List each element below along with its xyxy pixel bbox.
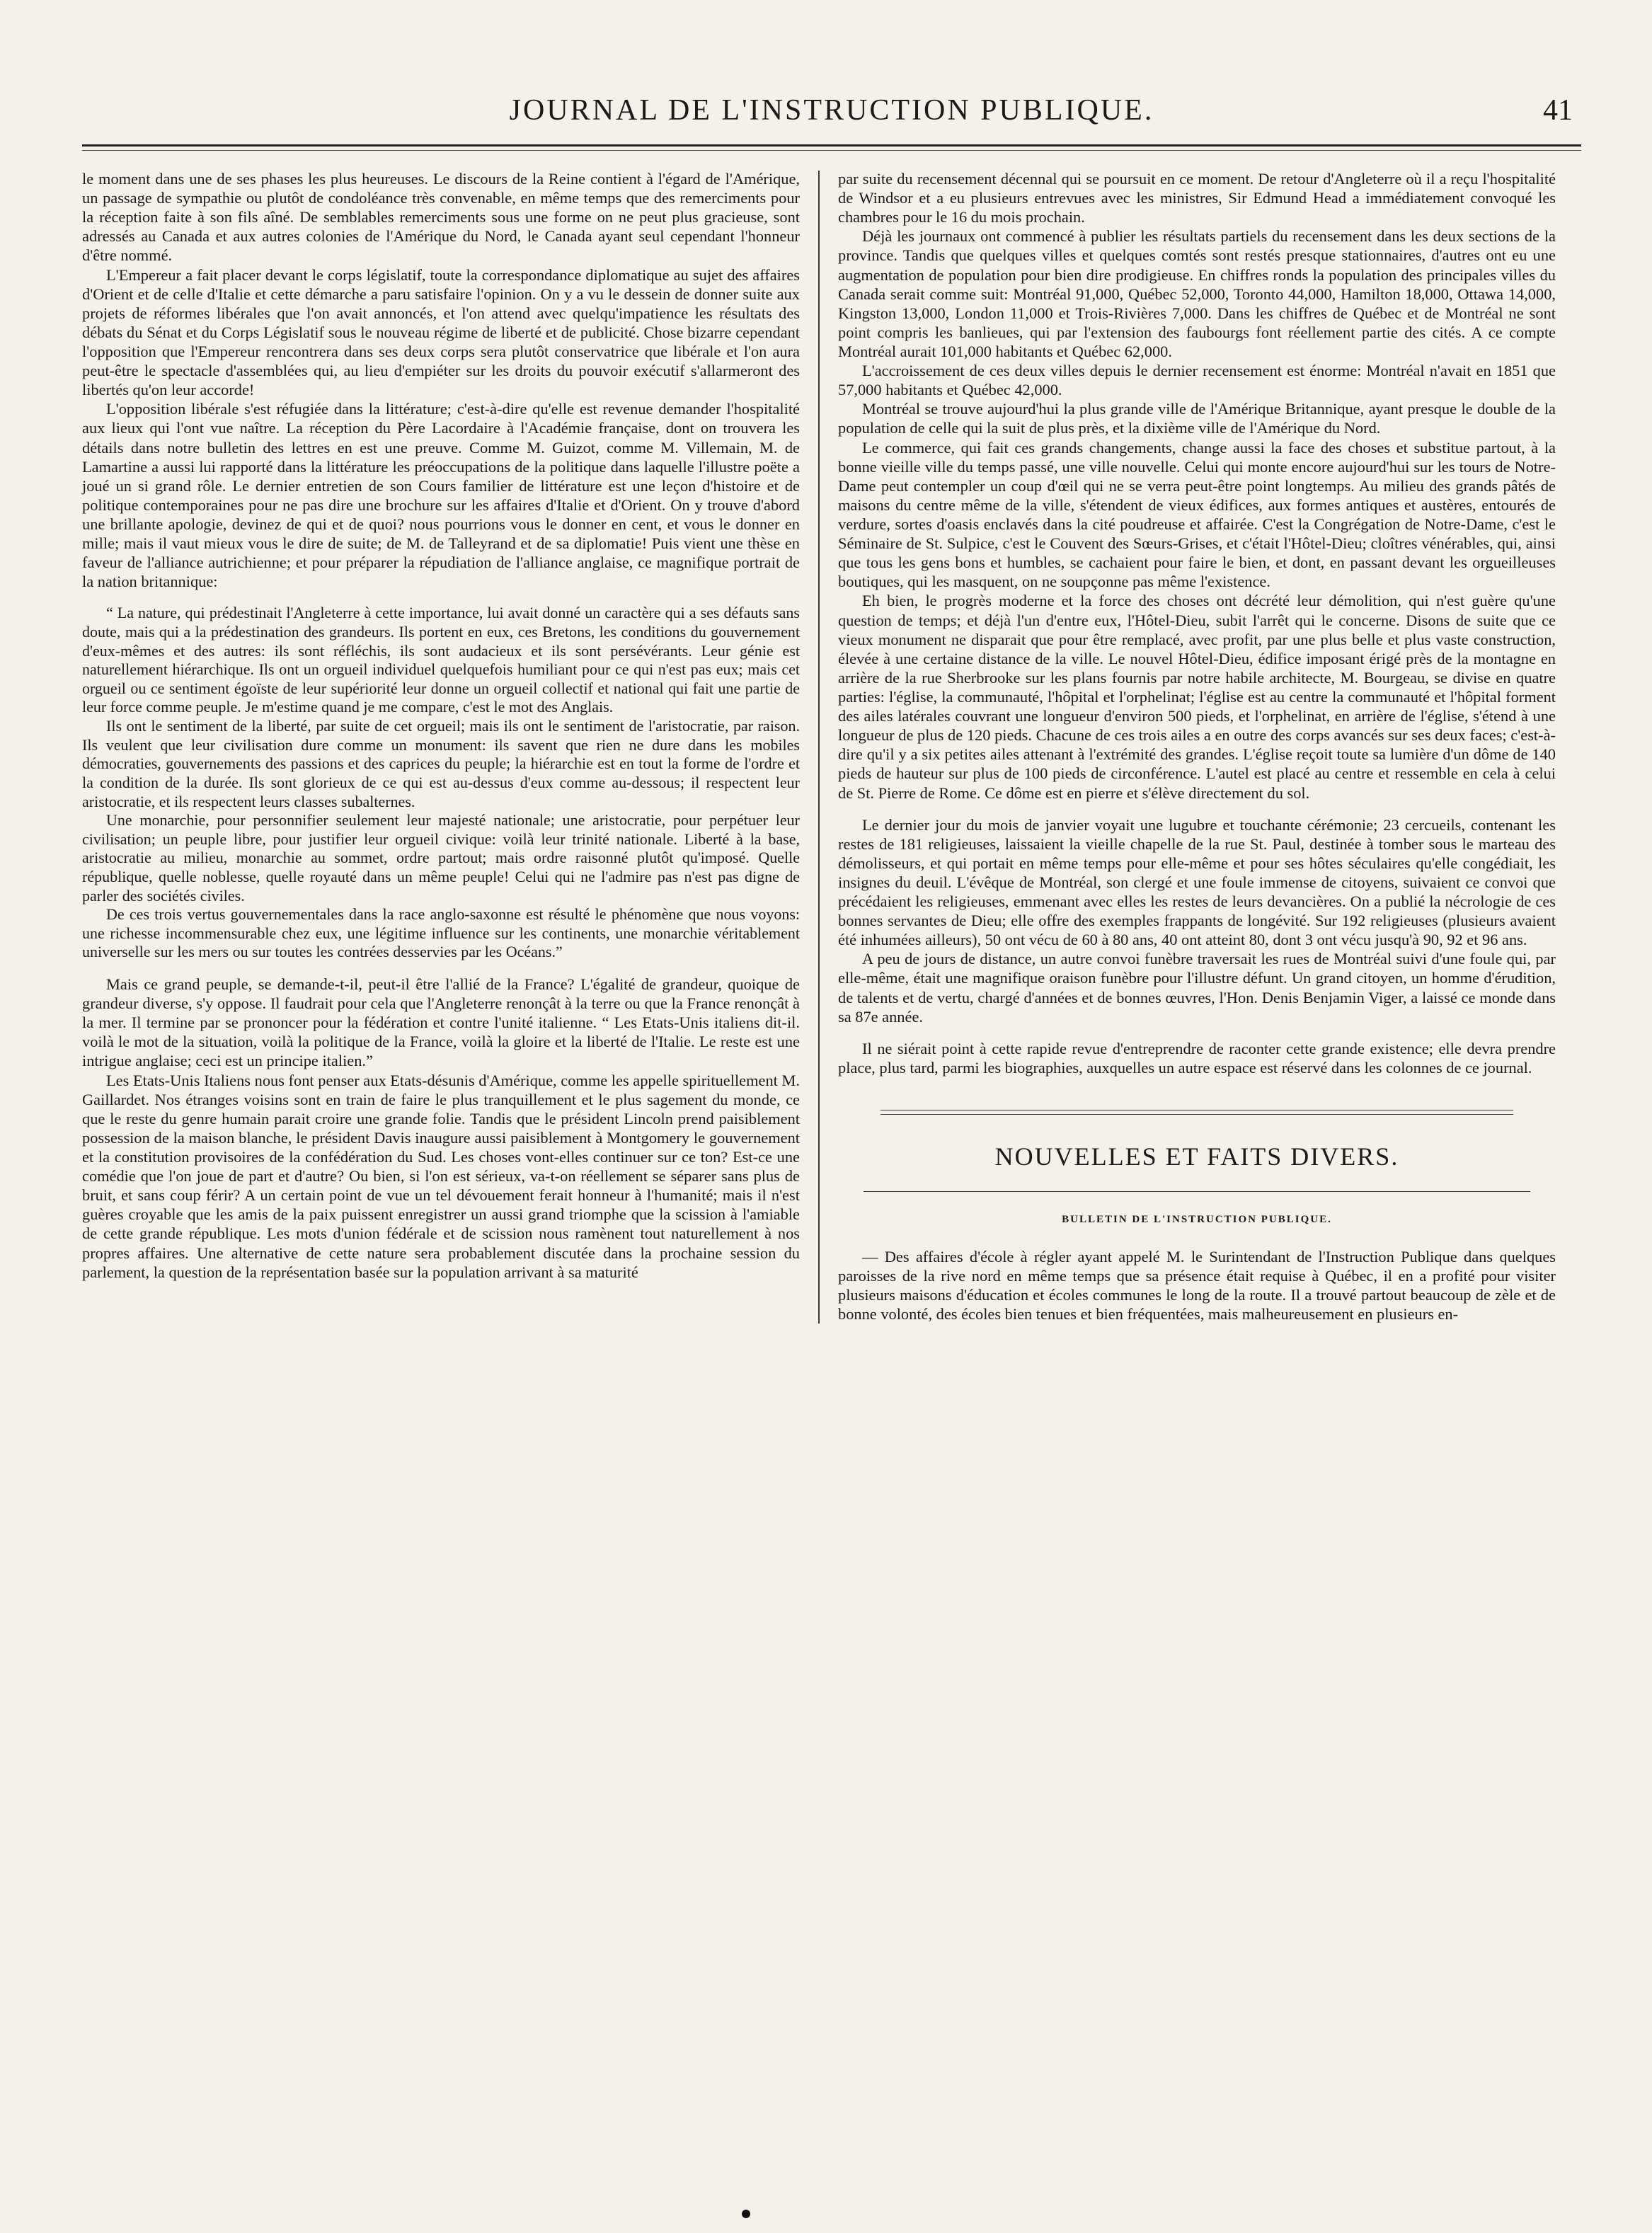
quote-paragraph: Ils ont le sentiment de la liberté, par suite de cet orgueil; mais ils ont le sentiment de l'aristocratie, par raison. Ils veulent que leur civilisation dure comme un monument: ils savent que rien ne dure dans les mobiles démocraties, gouvernements des passions et des caprices du peuple; la hiérarchie est en tout la forme de l'ordre et la condition de la durée. Ils sont glorieux de ce qui est au-dessus d'eux comme au-dessous; il respectent leur aristocratie, et ils respectent leurs classes subalternes.	[82, 717, 800, 810]
left-column	[82, 169, 818, 1324]
lamartine-quote	[82, 604, 800, 962]
section-rule	[881, 1114, 1513, 1115]
article-paragraph: L'Empereur a fait placer devant le corps législatif, toute la correspondance diplomatique au sujet des affaires d'Orient et de celle d'Italie et cette démarche a paru satisfaire l'opinion. On y a vu le dessein de donner suite aux projets de réformes libérales que l'on avait annoncés, et l'on attend avec quelqu'impatience les résultats des débats du Sénat et du Corps Législatif sous le nouveau régime de liberté et de publicité. Chose bizarre cependant l'opposition que l'Empereur rencontrera dans ses deux corps sera plutôt conservatrice que libérale et l'on aura peut-être le spectacle d'assemblées qui, au lieu d'empiéter sur les droits du pouvoir exécutif s'allarmeront des libertés qu'on leur accorde!	[82, 265, 800, 399]
bulletin-title: BULLETIN DE L'INSTRUCTION PUBLIQUE.	[1062, 1213, 1332, 1225]
page-number: 41	[1543, 94, 1573, 127]
quote-paragraph: Une monarchie, pour personnifier seulement leur majesté nationale; une aristocratie, pour perpétuer leur civilisation; un peuple libre, pour justifier leur orgueil civique: voilà leur trinité nationale. Liberté à la base, aristocratie au milieu, monarchie au sommet, ordre partout; mais ordre raisonné plutôt qu'imposé. Quelle république, quelle noblesse, quelle royauté dans un même peuple! Celui qui ne l'admire pas n'est pas digne de parler des sociétés civiles.	[82, 811, 800, 905]
article-paragraph: Il ne siérait point à cette rapide revue d'entreprendre de raconter cette grande existence; elle devra prendre place, plus tard, parmi les biographies, auxquelles un autre espace est réservé dans les colonnes de ce journal.	[838, 1039, 1556, 1077]
article-paragraph: Le dernier jour du mois de janvier voyait une lugubre et touchante cérémonie; 23 cercueils, contenant les restes de 181 religieuses, laissaient la vieille chapelle de la rue St. Paul, destinée à tomber sous le marteau des démolisseurs, et qui portait en même temps pour elle-même et pour ses hôtes séculaires qu'elle congédiait, les insignes du deuil. L'évêque de Montréal, son clergé et une foule immense de citoyens, suivaient ce convoi que précédaient les religieuses, emmenant avec elles les restes de leurs devancières. On a publié la nécrologie de ces bonnes servantes de Dieu; elle offre des exemples frappants de longévité. Sur 192 religieuses (plusieurs avaient été inhumées ailleurs), 50 ont vécu de 60 à 80 ans, 40 ont atteint 80, dont 3 ont vécu jusqu'à 90, 92 et 96 ans.	[838, 815, 1556, 949]
article-paragraph: le moment dans une de ses phases les plus heureuses. Le discours de la Reine contient à l'égard de l'Amérique, un passage de sympathie ou plutôt de condoléance très convenable, en même temps que des remerciments pour la réception faite à son fils aîné. De semblables remerciments sous une forme on ne peut plus gracieuse, sont adressés au Canada et aux autres colonies de l'Amérique du Nord, le Canada ayant seul cependant l'honneur d'être nommé.	[82, 170, 800, 265]
two-column-body	[82, 169, 1581, 1324]
article-paragraph: A peu de jours de distance, un autre convoi funèbre traversait les rues de Montréal suivi d'une foule qui, par elle-même, était une magnifique oraison funèbre pour l'illustre défunt. Un grand citoyen, un homme d'érudition, de talents et de vertu, chargé d'années et de bonnes œuvres, l'Hon. Denis Benjamin Viger, a laissé ce monde dans sa 87e année.	[838, 950, 1556, 1026]
print-mark	[742, 2210, 750, 2218]
section-rule	[864, 1191, 1530, 1192]
article-paragraph: L'accroissement de ces deux villes depuis le dernier recensement est énorme: Montréal n'avait en 1851 que 57,000 habitants et Québec 42,000.	[838, 362, 1556, 399]
article-paragraph: Montréal se trouve aujourd'hui la plus grande ville de l'Amérique Britannique, ayant presque le double de la population de celle qui la suit de plus près, et la dixième ville de l'Amérique du Nord.	[838, 400, 1556, 437]
quote-paragraph: De ces trois vertus gouvernementales dans la race anglo-saxonne est résulté le phénomène que nous voyons: une richesse incommensurable chez eux, une légitime influence sur les continents, une monarchie véritablement universelle sur les mers ou sur toutes les contrées desservies par les Océans.”	[82, 905, 800, 961]
article-paragraph: Le commerce, qui fait ces grands changements, change aussi la face des choses et substitue partout, à la bonne vieille ville du temps passé, une ville nouvelle. Celui qui monte encore aujourd'hui sur les tours de Notre-Dame peut contempler un coup d'œil qui ne se verra peut-être point longtemps. Au milieu des grands pâtés de maisons du centre même de la ville, s'étendent de vieux édifices, aux formes antiques et austères, entourés de verdure, sortes d'oasis enclavés dans la cité poudreuse et affairée. C'est la Congrégation de Notre-Dame, c'est le Séminaire de St. Sulpice, c'est le Couvent des Sœurs-Grises, et c'était l'Hôtel-Dieu; cloîtres vénérables, qui, ainsi que tous les gens bons et humbles, se cachaient pour faire le bien, et dont, en passant devant les orgueilleuses boutiques, qui les masquent, on ne soupçonne pas même l'existence.	[838, 438, 1556, 591]
journal-title: JOURNAL DE L'INSTRUCTION PUBLIQUE.	[509, 94, 1154, 127]
article-paragraph: Déjà les journaux ont commencé à publier les résultats partiels du recensement dans les deux sections de la province. Tandis que quelques villes et quelques comtés sont restés presque stationnaires, d'autres ont eu une augmentation de population pour bien dire prodigieuse. En chiffres ronds la population des principales villes du Canada serait comme suit: Montréal 91,000, Québec 52,000, Toronto 44,000, Hamilton 18,000, Ottawa 14,000, Kingston 13,000, London 11,000 et Trois-Rivières 7,000. Dans les chiffres de Québec et de Montréal ne sont point compris les banlieues, qui par l'extension des faubourgs font réellement partie des cités. A ce compte Montréal aurait 101,000 habitants et Québec 62,000.	[838, 227, 1556, 360]
quote-paragraph: “ La nature, qui prédestinait l'Angleterre à cette importance, lui avait donné un caractère qui a ses défauts sans doute, mais qui a la prédestination des grandeurs. Ils portent en eux, ces Bretons, les conditions du gouvernement d'eux-mêmes et des autres: ils sont réfléchis, ils sont audacieux et ils sont persévérants. Leur génie est naturellement hiérarchique. Ils ont un orgueil individuel quelquefois humiliant pour ce qui n'est pas eux; mais cet orgueil ou ce sentiment égoïste de leur supériorité leur donne un orgueil collectif et national qui fait une partie de leur force comme peuple. Je m'estime quand je me compare, c'est le mot des Anglais.	[82, 604, 800, 716]
article-paragraph: Mais ce grand peuple, se demande-t-il, peut-il être l'allié de la France? L'égalité de grandeur, quoique de grandeur diverse, s'y oppose. Il faudrait pour cela que l'Angleterre renonçât à la terre ou que la France renonçât à la mer. Il termine par se prononcer pour la fédération et contre l'unité italienne. “ Les Etats-Unis italiens dit-il. voilà le mot de la situation, voilà la politique de la France, voilà la gloire et la liberté de l'Italie. Le reste est une intrigue anglaise; ceci est un principe italien.”	[82, 975, 800, 1070]
article-paragraph: — Des affaires d'école à régler ayant appelé M. le Surintendant de l'Instruction Publique dans quelques paroisses de la rive nord en même temps que sa présence était requise à Québec, il en a profité pour visiter plusieurs maisons d'éducation et écoles communes le long de la route. Il a trouvé partout beaucoup de zèle et de bonne volonté, des écoles bien tenues et bien fréquentées, mais malheureusement en plusieurs en-	[838, 1247, 1556, 1324]
running-head	[82, 84, 1581, 127]
section-title: NOUVELLES ET FAITS DIVERS.	[994, 1142, 1399, 1171]
right-column	[820, 169, 1556, 1324]
article-paragraph: Les Etats-Unis Italiens nous font penser aux Etats-désunis d'Amérique, comme les appelle spirituellement M. Gaillardet. Nos étranges voisins sont en train de faire le plus tranquillement et le plus sagement du monde, ce que le reste du genre humain parait croire une grande folie. Tandis que le président Lincoln prend paisiblement possession de la maison blanche, le président Davis inaugure aussi paisiblement à Montgomery le gouvernement et la constitution provisoires de la confédération du Sud. Les choses vont-elles continuer sur ce ton? Est-ce une comédie que l'on joue de part et d'autre? Ou bien, si l'on est sérieux, va-t-on réellement se séparer sans plus de bruit, et sans coup férir? A un certain point de vue un tel dévouement ferait honneur à l'humanité; mais il n'est guères croyable que les amis de la paix puissent enregistrer un aussi grand triomphe que la scission à l'amiable de cette grande république. Les mots d'union fédérale et de scission nous ramènent tout naturellement à nos propres affaires. Une alternative de cette nature sera probablement discutée dans la prochaine session du parlement, la question de la représentation basée sur la population arrivant à sa maturité	[82, 1071, 800, 1281]
header-rule-thin	[82, 150, 1581, 151]
article-paragraph: L'opposition libérale s'est réfugiée dans la littérature; c'est-à-dire qu'elle est revenue demander l'hospitalité aux lieux qui l'ont vue naître. La réception du Père Lacordaire à l'Académie française, dont on trouvera les détails dans notre bulletin des lettres en est une preuve. Comme M. Guizot, comme M. Villemain, M. de Lamartine a aussi lui rapporté dans la littérature les préoccupations de la politique dans laquelle l'illustre poëte a joué un si grand rôle. Le dernier entretien de son Cours familier de littérature est une leçon d'histoire et de politique contemporaines pour ne pas dire une brochure sur les affaires d'Italie et d'Orient. On y trouve d'abord une brillante apologie, devinez de qui et de quoi? nous pourrions vous le donner en cent, et vous le donner en mille; mais il vaut mieux vous le dire de suite; de M. de Talleyrand et de sa diplomatie! Puis vient une thèse en faveur de l'alliance autrichienne; et pour préparer la répudiation de l'alliance anglaise, ce magnifique portrait de la nation britannique:	[82, 400, 800, 591]
article-paragraph: par suite du recensement décennal qui se poursuit en ce moment. De retour d'Angleterre où il a reçu l'hospitalité de Windsor et a eu plusieurs entrevues avec les ministres, Sir Edmund Head a immédiatement convoqué les chambres pour le 16 du mois prochain.	[838, 170, 1556, 226]
header-rule-thick	[82, 144, 1581, 147]
article-paragraph: Eh bien, le progrès moderne et la force des choses ont décrété leur démolition, qui n'est guère qu'une question de temps; et déjà l'un d'entre eux, l'Hôtel-Dieu, subit l'arrêt qui le concerne. Disons de suite que ce vieux monument ne disparait que pour être remplacé, avec profit, par une plus belle et plus vaste construction, élevée à une certaine distance de la ville. Le nouvel Hôtel-Dieu, édifice imposant érigé près de la montagne en arrière de la rue Sherbrooke sur les plans fournis par notre habile architecte, M. Bourgeau, se divise en quatre parties: l'église, la communauté, l'hôpital et l'orphelinat; l'église est au centre la communauté et l'hôpital forment des ailes latérales couvrant une longueur d'environ 500 pieds, et l'orphelinat, en arrière de l'église, s'étend à une longueur de plus de 120 pieds. Chacune de ces trois ailes a en outre des corps avancés sur ses deux faces; c'est-à-dire qu'il y a six petites ailes attenant à l'extrémité des grandes. L'église reçoit toute sa lumière d'un dôme de 140 pieds de hauteur sur plus de 100 pieds de circonférence. L'autel est placé au centre et ressemble en cela à celui de St. Pierre de Rome. Ce dôme est en pierre et s'élève directement du sol.	[838, 592, 1556, 802]
